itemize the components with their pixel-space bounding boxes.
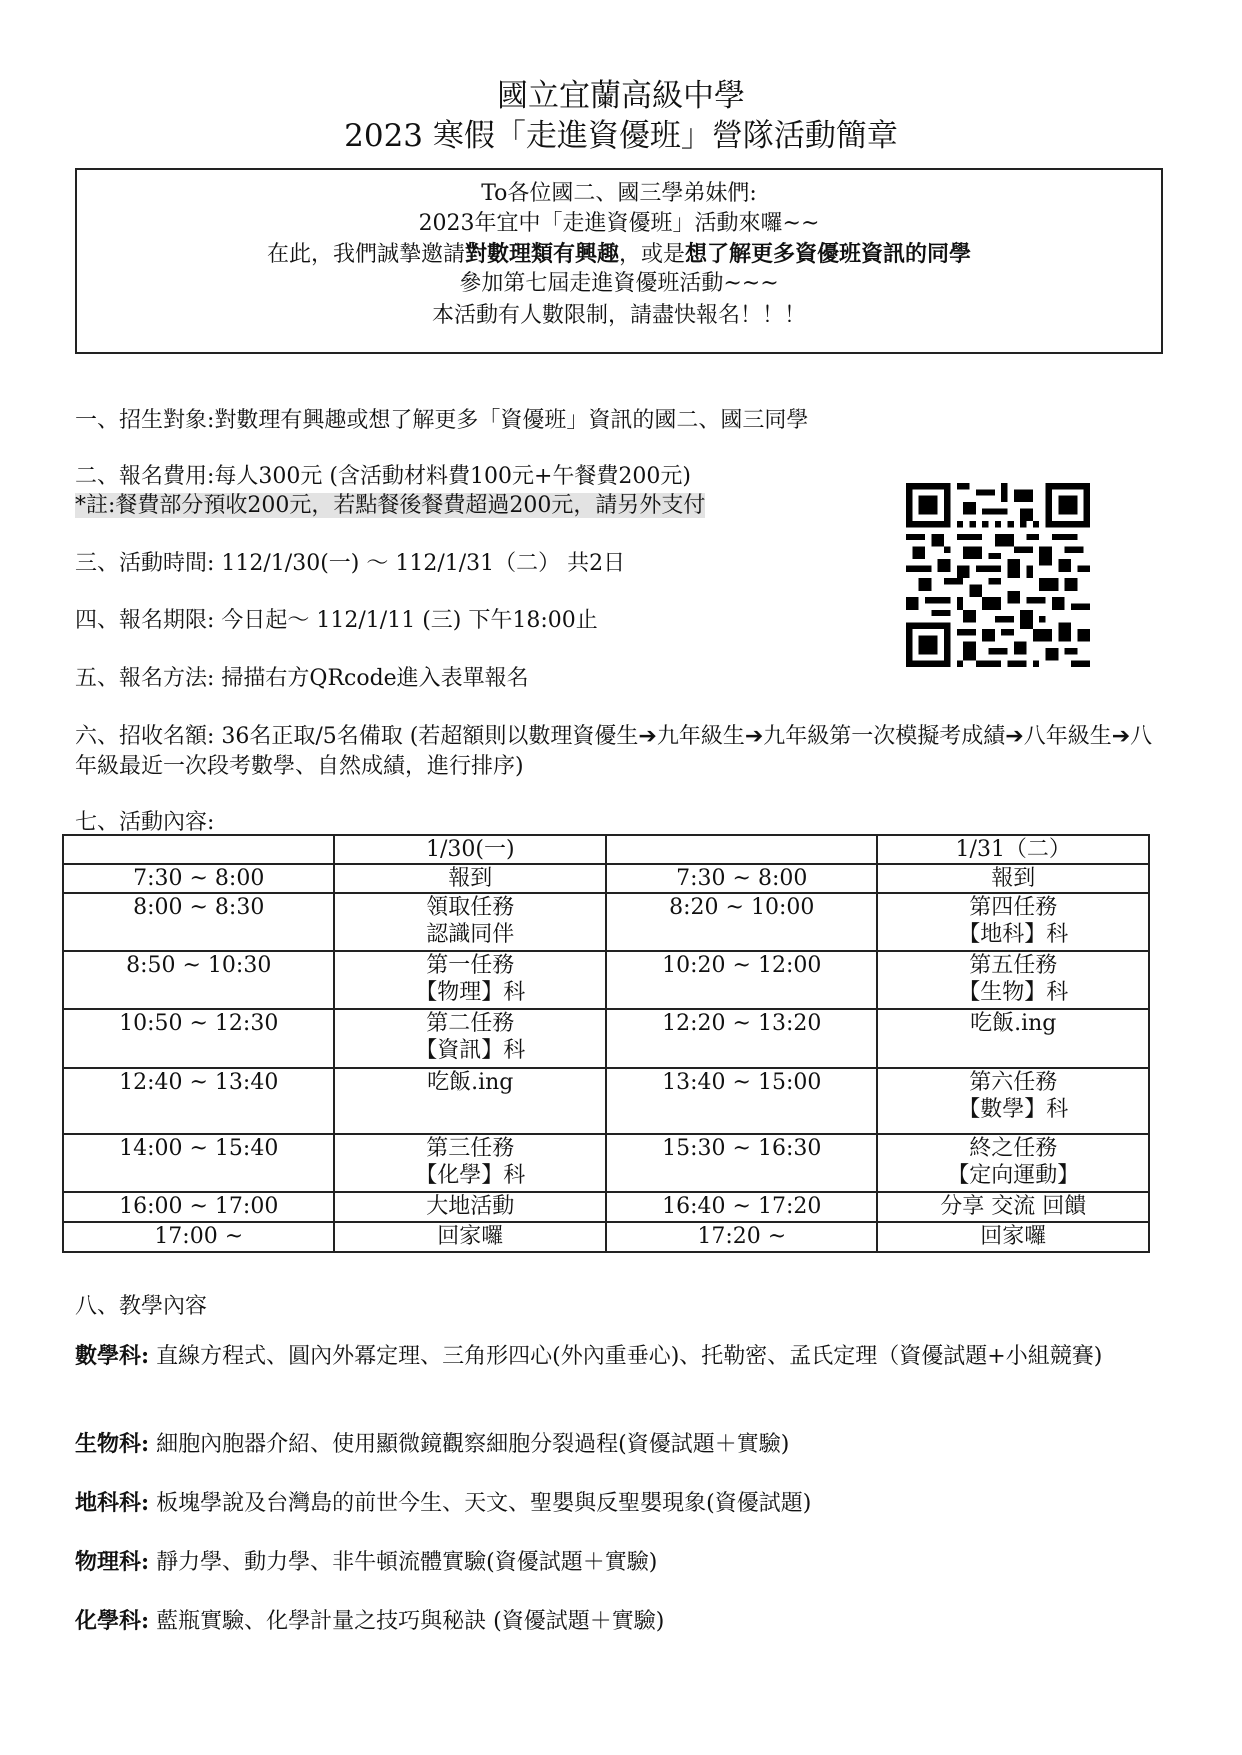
schedule-day1-time-line: 10:50 ~ 12:30 (119, 1011, 279, 1036)
schedule-day2-activity-line: 終之任務 (969, 1136, 1058, 1161)
registration-qr-code[interactable] (906, 483, 1090, 667)
item-time: 三、活動時間: 112/1/30(一) ～ 112/1/31（二） 共2日 (75, 551, 626, 576)
subject-item (75, 1428, 1175, 1461)
schedule-day1-time-line: 17:00 ~ (154, 1224, 244, 1249)
schedule-day2-time (606, 951, 877, 1009)
subject-description: 藍瓶實驗、化學計量之技巧與秘訣 (資優試題＋實驗) (149, 1609, 665, 1634)
intro-box (75, 168, 1163, 354)
schedule-day2-time (606, 1009, 877, 1068)
intro-line-3-mid: ，或是 (619, 242, 686, 267)
schedule-day2-activity (877, 893, 1149, 951)
subject-name: 化學科: (75, 1608, 150, 1634)
schedule-day2-time-line: 7:30 ~ 8:00 (676, 866, 808, 891)
schedule-day1-activity (334, 1192, 606, 1222)
subject-name: 物理科: (75, 1549, 150, 1575)
schedule-day2-activity-line: 【定向運動】 (947, 1163, 1080, 1188)
schedule-day2-time (606, 893, 877, 951)
schedule-day1-header: 1/30(一) (334, 835, 606, 864)
schedule-row (63, 893, 1149, 951)
subject-name: 地科科: (75, 1490, 150, 1516)
schedule-day1-activity (334, 951, 606, 1009)
schedule-day1-time (63, 1134, 334, 1192)
teaching-heading: 八、教學內容 (75, 1294, 208, 1319)
schedule-day1-activity-line: 第一任務 (426, 953, 515, 978)
intro-line-5: 本活動有人數限制，請盡快報名！！！ (431, 303, 806, 328)
schedule-day1-activity-line: 大地活動 (426, 1194, 515, 1219)
schedule-day2-time (606, 1192, 877, 1222)
intro-line-3 (77, 240, 1161, 269)
item-content-heading: 七、活動內容: (75, 810, 215, 835)
schedule-day2-time-line: 10:20 ~ 12:00 (662, 953, 822, 978)
schedule-row (63, 1134, 1149, 1192)
schedule-day1-time (63, 864, 334, 893)
schedule-day2-time (606, 1068, 877, 1134)
schedule-day2-activity-line: 【生物】科 (958, 980, 1069, 1005)
schedule-day2-header: 1/31（二） (877, 835, 1149, 864)
schedule-day2-activity-line: 第六任務 (969, 1070, 1058, 1095)
schedule-day2-activity-line: 【數學】科 (958, 1097, 1069, 1122)
intro-line-3-bold-1: 對數理類有興趣 (464, 241, 619, 267)
subject-item (75, 1340, 1175, 1373)
subject-description: 細胞內胞器介紹、使用顯微鏡觀察細胞分裂過程(資優試題＋實驗) (149, 1432, 790, 1457)
schedule-day2-activity-line: 分享 交流 回饋 (940, 1194, 1087, 1219)
schedule-day1-time (63, 1009, 334, 1068)
fee-note-highlight: *註:餐費部分預收200元，若點餐後餐費超過200元，請另外支付 (75, 493, 706, 518)
subject-description: 靜力學、動力學、非牛頓流體實驗(資優試題＋實驗) (149, 1550, 658, 1575)
schedule-header-blank-1 (63, 835, 334, 864)
schedule-day2-activity (877, 1192, 1149, 1222)
schedule-day2-time-line: 13:40 ~ 15:00 (662, 1070, 822, 1095)
schedule-day2-activity (877, 1009, 1149, 1068)
item-fee: 二、報名費用:每人300元 (含活動材料費100元+午餐費200元) (75, 464, 691, 489)
schedule-day1-activity-line: 第三任務 (426, 1136, 515, 1161)
schedule-day2-time (606, 864, 877, 893)
schedule-row (63, 1068, 1149, 1134)
schedule-day2-activity-line: 吃飯.ing (970, 1011, 1057, 1036)
schedule-day1-activity (334, 1068, 606, 1134)
schedule-day1-activity (334, 864, 606, 893)
schedule-table (62, 834, 1150, 1253)
schedule-day1-time (63, 1068, 334, 1134)
school-name: 國立宜蘭高級中學 (497, 78, 745, 114)
document-title: 2023 寒假「走進資優班」營隊活動簡章 (344, 118, 898, 154)
schedule-day1-activity-line: 第二任務 (426, 1011, 515, 1036)
schedule-day1-time (63, 893, 334, 951)
schedule-header-blank-2 (606, 835, 877, 864)
subject-name: 生物科: (75, 1431, 150, 1457)
schedule-day1-time-line: 14:00 ~ 15:40 (119, 1136, 279, 1161)
item-quota: 六、招收名額: 36名正取/5名備取 (若超額則以數理資優生➔九年級生➔九年級第一次模擬考成績➔八年級生➔八年級最近一次段考數學、自然成績，進行排序) (75, 724, 1153, 779)
subject-name: 數學科: (75, 1343, 150, 1369)
item-method: 五、報名方法: 掃描右方QRcode進入表單報名 (75, 666, 529, 691)
item-deadline: 四、報名期限: 今日起～ 112/1/11 (三) 下午18:00止 (75, 608, 598, 633)
schedule-day2-activity (877, 1222, 1149, 1252)
schedule-day2-activity-line: 【地科】科 (958, 922, 1069, 947)
schedule-day1-activity (334, 1222, 606, 1252)
schedule-day1-time-line: 16:00 ~ 17:00 (119, 1194, 279, 1219)
schedule-day1-time (63, 951, 334, 1009)
subject-description: 板塊學說及台灣島的前世今生、天文、聖嬰與反聖嬰現象(資優試題) (149, 1491, 812, 1516)
intro-line-3-bold-2: 想了解更多資優班資訊的同學 (685, 241, 972, 267)
schedule-day2-activity-line: 第四任務 (969, 895, 1058, 920)
schedule-day2-activity (877, 1134, 1149, 1192)
schedule-day1-activity-line: 【化學】科 (415, 1163, 526, 1188)
item-target: 一、招生對象:對數理有興趣或想了解更多「資優班」資訊的國二、國三同學 (75, 408, 809, 433)
schedule-day1-time (63, 1222, 334, 1252)
schedule-day1-activity-line: 回家囉 (437, 1224, 504, 1249)
schedule-day1-activity-line: 領取任務 (426, 895, 515, 920)
schedule-day1-activity (334, 1134, 606, 1192)
schedule-row (63, 864, 1149, 893)
schedule-day1-activity-line: 吃飯.ing (427, 1070, 514, 1095)
intro-line-2: 2023年宜中「走進資優班」活動來囉~~ (418, 211, 820, 236)
schedule-day1-time-line: 8:00 ~ 8:30 (133, 895, 265, 920)
schedule-day2-time (606, 1222, 877, 1252)
schedule-day2-time-line: 12:20 ~ 13:20 (662, 1011, 822, 1036)
schedule-day1-activity (334, 893, 606, 951)
schedule-day2-activity (877, 1068, 1149, 1134)
schedule-day2-time-line: 17:20 ~ (697, 1224, 787, 1249)
schedule-day1-time-line: 8:50 ~ 10:30 (126, 953, 272, 978)
schedule-day1-time-line: 7:30 ~ 8:00 (133, 866, 265, 891)
intro-line-1: To各位國二、國三學弟妹們: (481, 181, 757, 206)
schedule-row (63, 1222, 1149, 1252)
schedule-day2-activity (877, 864, 1149, 893)
schedule-day2-time-line: 16:40 ~ 17:20 (662, 1194, 822, 1219)
schedule-day2-time-line: 8:20 ~ 10:00 (669, 895, 815, 920)
subject-description: 直線方程式、圓內外冪定理、三角形四心(外內重垂心)、托勒密、孟氏定理（資優試題+小組競賽) (149, 1344, 1103, 1369)
schedule-day2-activity (877, 951, 1149, 1009)
schedule-day1-time-line: 12:40 ~ 13:40 (119, 1070, 279, 1095)
schedule-day1-activity-line: 報到 (448, 866, 493, 891)
subject-item (75, 1605, 1175, 1638)
schedule-day1-time (63, 1192, 334, 1222)
schedule-day1-activity-line: 【資訊】科 (415, 1038, 526, 1063)
subject-item (75, 1546, 1175, 1579)
intro-line-4: 參加第七屆走進資優班活動~~~ (459, 271, 779, 296)
schedule-day2-time (606, 1134, 877, 1192)
schedule-header-row (63, 835, 1149, 864)
schedule-row (63, 951, 1149, 1009)
subject-item (75, 1487, 1175, 1520)
schedule-day2-activity-line: 第五任務 (969, 953, 1058, 978)
schedule-day1-activity-line: 認識同伴 (426, 922, 515, 947)
schedule-day2-time-line: 15:30 ~ 16:30 (662, 1136, 822, 1161)
schedule-row (63, 1192, 1149, 1222)
schedule-day1-activity-line: 【物理】科 (415, 980, 526, 1005)
schedule-day1-activity (334, 1009, 606, 1068)
intro-line-3-pre: 在此，我們誠摯邀請 (266, 242, 465, 267)
schedule-day2-activity-line: 報到 (991, 866, 1036, 891)
schedule-row (63, 1009, 1149, 1068)
item-fee-note (75, 491, 705, 521)
schedule-day2-activity-line: 回家囉 (980, 1224, 1047, 1249)
